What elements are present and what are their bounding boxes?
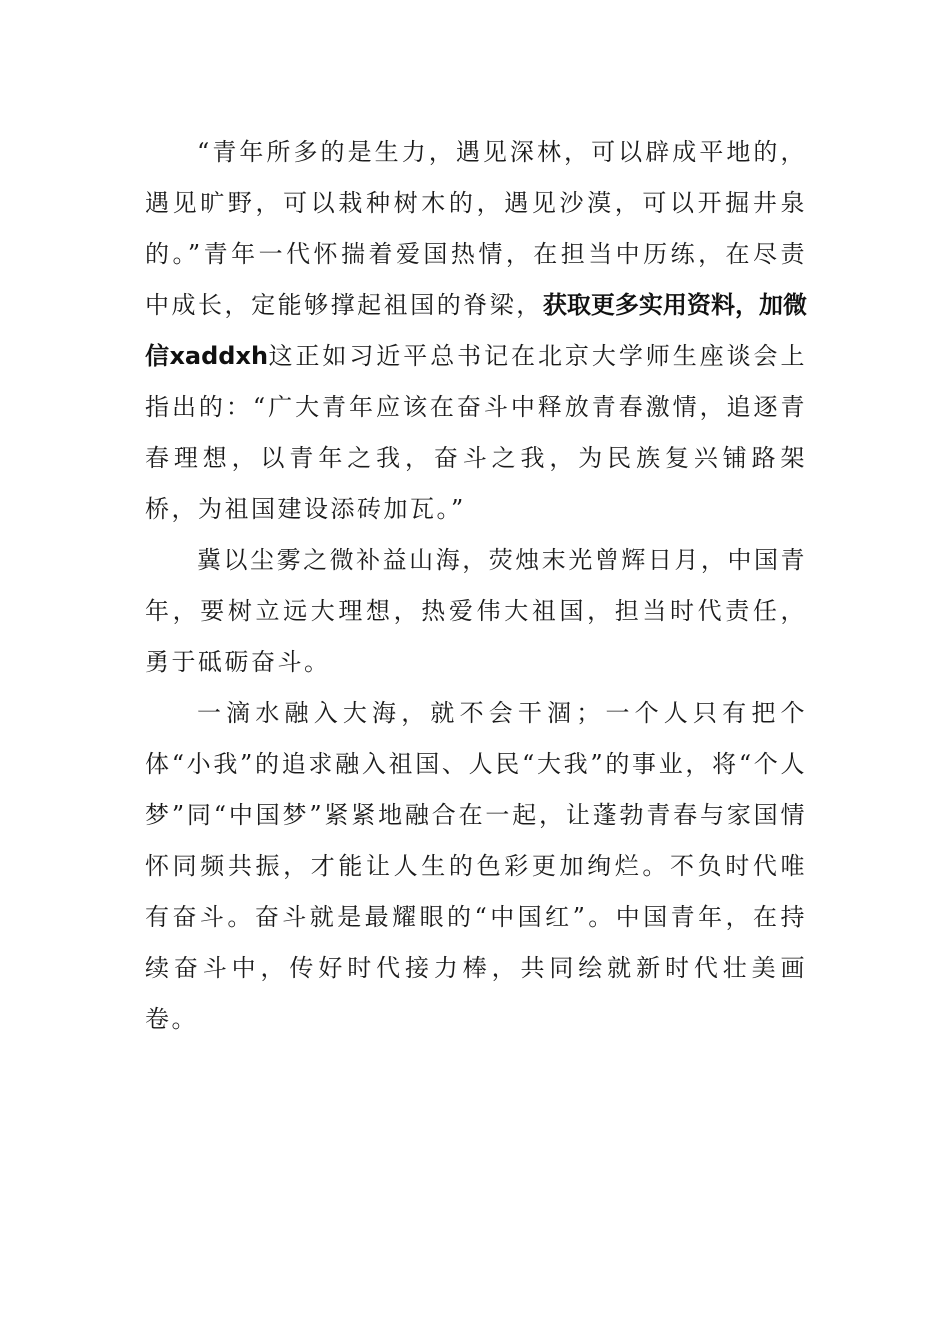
paragraph-1	[145, 127, 807, 535]
promo-notice: 获取更多实用资料，加微信xaddxh	[145, 291, 808, 370]
paragraph-1-text-end: 这正如习近平总书记在北京大学师生座谈会上指出的：“广大青年应该在奋斗中释放青春激情，追逐青春理想，以青年之我，奋斗之我，为民族复兴铺路架桥，为祖国建设添砖加瓦。”	[145, 342, 808, 523]
paragraph-3: 一滴水融入大海，就不会干涸；一个人只有把个体“小我”的追求融入祖国、人民“大我”的事业，将“个人梦”同“中国梦”紧紧地融合在一起，让蓬勃青春与家国情怀同频共振，才能让人生的色彩更加绚烂。不负时代唯有奋斗。奋斗就是最耀眼的“中国红”。中国青年，在持续奋斗中，传好时代接力棒，共同绘就新时代壮美画卷。	[145, 699, 807, 1033]
paragraph-2: 冀以尘雾之微补益山海，荧烛末光曾辉日月，中国青年，要树立远大理想，热爱伟大祖国，担当时代责任，勇于砥砺奋斗。	[145, 546, 807, 676]
document-body	[145, 127, 807, 1045]
paragraph-1-text-start: “青年所多的是生力，遇见深林，可以辟成平地的，遇见旷野，可以栽种树木的，遇见沙漠，可以开掘井泉的。”青年一代怀揣着爱国热情，在担当中历练，在尽责中成长，定能够撑起祖国的脊梁，	[145, 138, 807, 319]
